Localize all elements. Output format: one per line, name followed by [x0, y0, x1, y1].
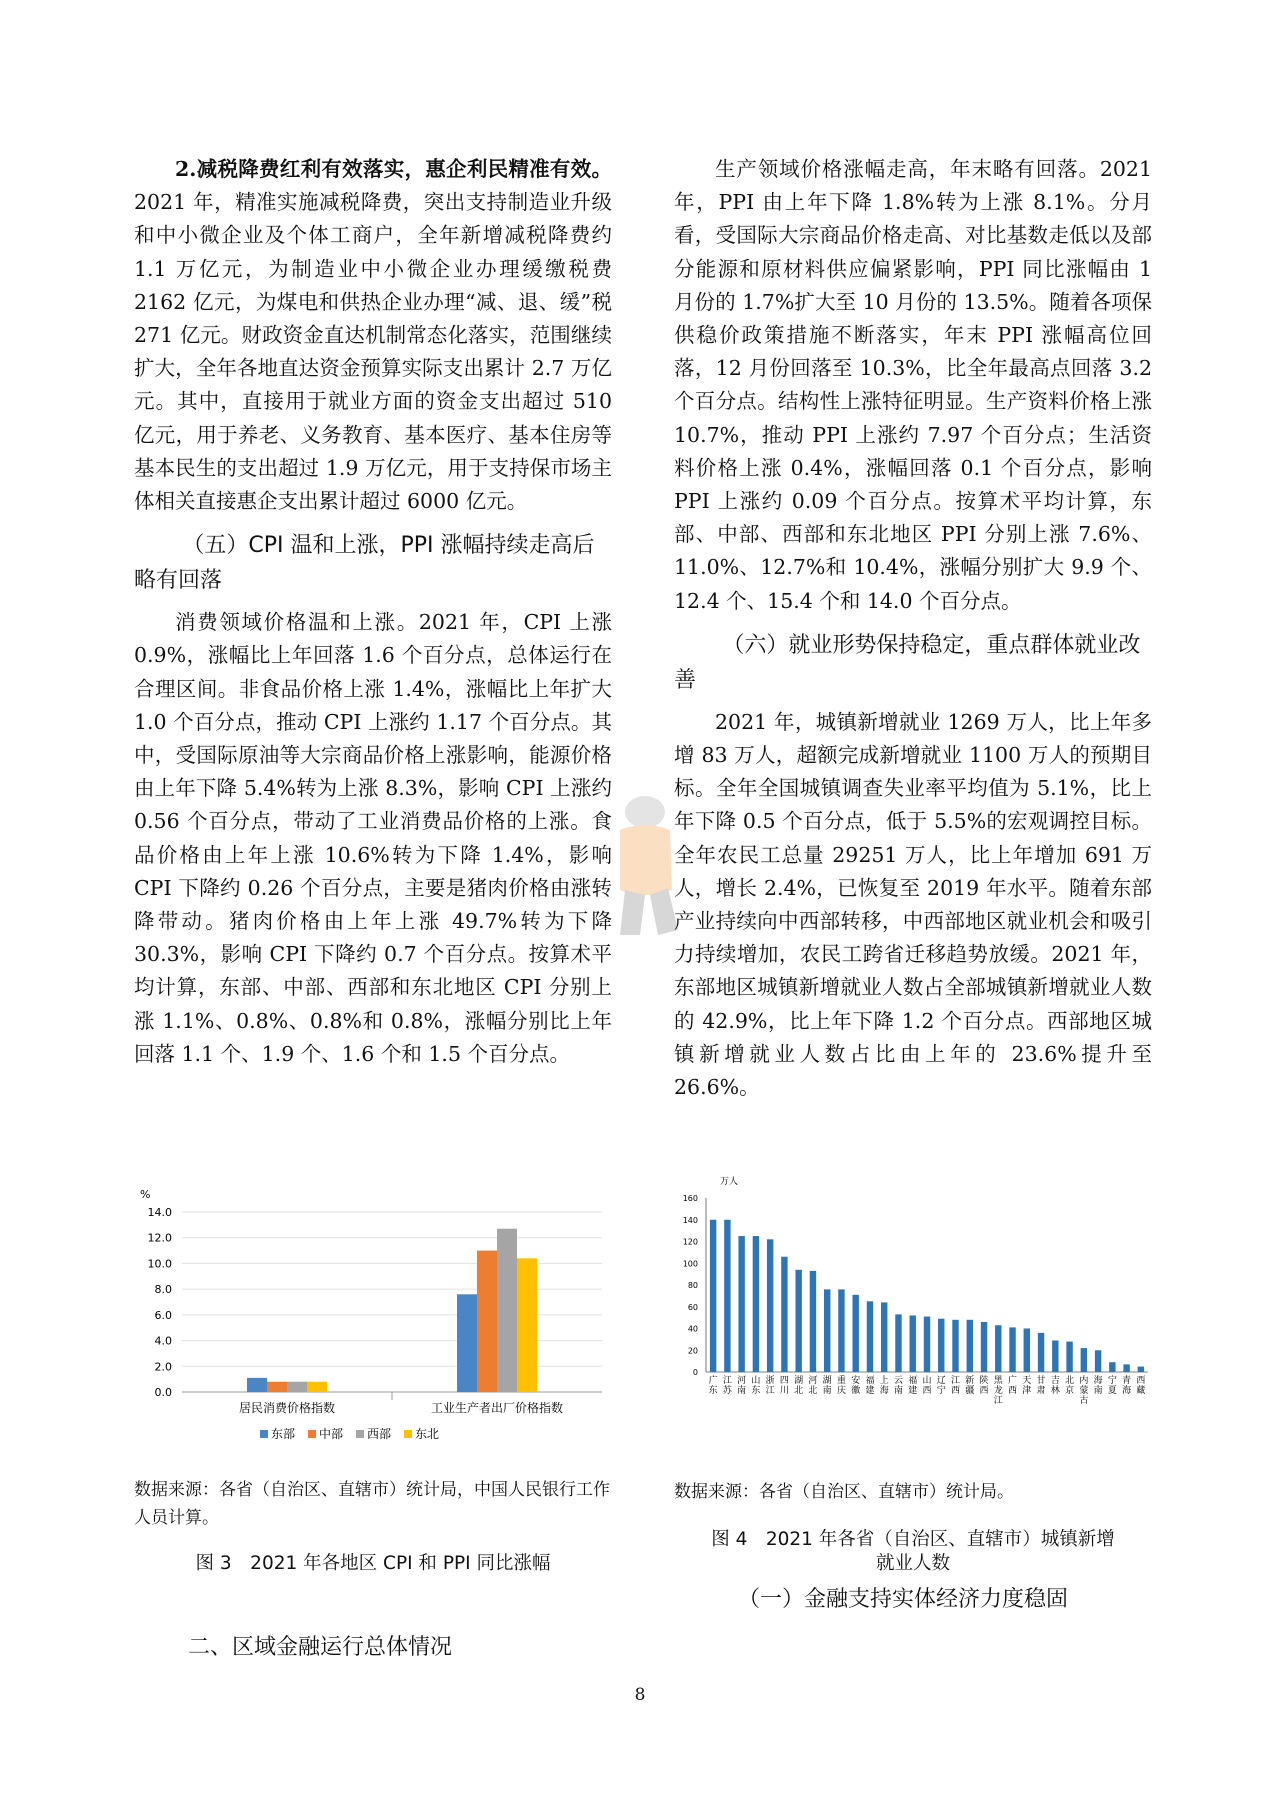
x-category-char: 西 — [1136, 1376, 1146, 1386]
x-category-char: 山 — [922, 1376, 932, 1386]
x-category-char: 陕 — [979, 1376, 989, 1386]
bar-province — [724, 1220, 730, 1372]
x-category-char: 夏 — [1107, 1386, 1117, 1396]
bar-province — [1109, 1362, 1115, 1372]
x-category-char: 江 — [722, 1376, 732, 1386]
paragraph-tax-cuts — [134, 153, 612, 518]
bar-中部 — [267, 1382, 287, 1392]
bar-province — [938, 1319, 944, 1372]
x-category-char: 林 — [1050, 1386, 1060, 1396]
x-category-char: 安 — [851, 1376, 861, 1386]
x-category-char: 广 — [708, 1376, 718, 1386]
y-tick-label: 20 — [687, 1346, 698, 1356]
bar-province — [810, 1271, 816, 1372]
x-category-char: 建 — [908, 1386, 918, 1396]
y-tick-label: 160 — [682, 1194, 698, 1203]
x-category-char: 福 — [865, 1376, 875, 1386]
legend-swatch-中部 — [308, 1430, 316, 1438]
bar-province — [838, 1289, 844, 1372]
x-category-char: 徽 — [851, 1386, 861, 1396]
y-tick-label: 140 — [682, 1215, 698, 1225]
bar-province — [753, 1236, 759, 1372]
x-category-char: 津 — [1022, 1386, 1032, 1396]
bar-province — [967, 1320, 973, 1372]
x-category-char: 山 — [751, 1376, 761, 1386]
x-category-char: 龙 — [993, 1386, 1003, 1396]
y-tick-label: 4.0 — [154, 1334, 172, 1348]
y-tick-label: 8.0 — [154, 1283, 172, 1297]
x-category-char: 北 — [808, 1386, 818, 1396]
bar-province — [910, 1315, 916, 1372]
bar-province — [952, 1320, 958, 1372]
y-axis-unit: % — [140, 1188, 151, 1201]
legend-label: 西部 — [367, 1427, 392, 1441]
figure-3-source: 数据来源：各省（自治区、直辖市）统计局，中国人民银行工作人员计算。 — [134, 1480, 610, 1528]
paragraph-employment: 2021 年，城镇新增就业 1269 万人，比上年多增 83 万人，超额完成新增就业 1100 万人的预期目标。全年全国城镇调查失业率平均值为 5.1%，比上年下降 0.5 个百分点，低于 5.5%的宏观调控目标。全年农民工总量 29251 万人，比上年增加 691 万人，增长 2.4%，已恢复至 2019 年水平。随着东部产业持续向中西部转移，中西部地区就业机会和吸引力持续增加，农民工跨省迁移趋势放缓。2021 年，东部地区城镇新增就业人数占全部城镇新增就业人数的 42.9%，比上年下降 1.2 个百分点。西部地区城镇新增就业人数占比由上年的 23.6%提升至 26.6%。 — [674, 709, 1152, 1100]
x-category-label: 工业生产者出厂价格指数 — [430, 1401, 564, 1415]
x-category-char: 西 — [979, 1386, 989, 1396]
bar-province — [767, 1239, 773, 1372]
x-category-char: 北 — [1065, 1376, 1075, 1386]
x-category-char: 浙 — [765, 1376, 775, 1386]
bar-province — [995, 1325, 1001, 1372]
x-category-char: 广 — [1008, 1376, 1018, 1386]
x-category-char: 天 — [1022, 1376, 1032, 1386]
bar-东部 — [457, 1294, 477, 1392]
bar-province — [1024, 1329, 1030, 1373]
y-tick-label: 10.0 — [147, 1257, 172, 1271]
bar-东部 — [247, 1378, 267, 1392]
legend-swatch-东部 — [260, 1430, 268, 1438]
bar-东北 — [307, 1382, 327, 1392]
y-tick-label: 0 — [692, 1368, 698, 1377]
figure-4-source: 数据来源：各省（自治区、直辖市）统计局。 — [674, 1482, 1014, 1502]
section-heading-cpi-ppi: （五）CPI 温和上涨，PPI 涨幅持续走高后略有回落 — [134, 533, 595, 594]
x-category-char: 南 — [893, 1386, 903, 1396]
bar-province — [1052, 1340, 1058, 1372]
x-category-char: 吉 — [1050, 1376, 1060, 1386]
x-category-char: 肃 — [1036, 1386, 1046, 1396]
x-category-char: 海 — [1122, 1386, 1132, 1396]
bar-province — [1081, 1348, 1087, 1372]
right-column — [674, 153, 1152, 1104]
x-category-char: 西 — [1008, 1386, 1018, 1396]
bar-province — [981, 1322, 987, 1372]
bar-province — [1009, 1327, 1015, 1372]
x-category-char: 海 — [1093, 1376, 1103, 1386]
bar-province — [853, 1295, 859, 1372]
bar-province — [881, 1302, 887, 1372]
x-category-char: 河 — [808, 1376, 818, 1386]
x-category-char: 南 — [737, 1386, 747, 1396]
bar-西部 — [497, 1229, 517, 1392]
y-tick-label: 40 — [687, 1324, 698, 1334]
bar-西部 — [287, 1382, 307, 1392]
x-category-char: 西 — [922, 1386, 932, 1396]
x-category-char: 西 — [951, 1386, 961, 1396]
figure-4-chart — [672, 1172, 1156, 1436]
paragraph-text: 2021 年，精准实施减税降费，突出支持制造业升级和中小微企业及个体工商户，全年新增减税降费约 1.1 万亿元，为制造业中小微企业办理缓缴税费 2162 亿元，为煤电和供热企业办理“减、退、缓”税 271 亿元。财政资金直达机制常态化落实，范围继续扩大，全年各地直达资金预算实际支出累计 2.7 万亿元。其中，直接用于就业方面的资金支出超过 510 亿元，用于养老、义务教育、基本医疗、基本住房等基本民生的支出超过 1.9 万亿元，用于支持保市场主体相关直接惠企支出累计超过 6000 亿元。 — [134, 190, 612, 514]
x-category-char: 蒙 — [1079, 1386, 1089, 1396]
x-category-char: 苏 — [722, 1386, 732, 1396]
figure-3-chart — [132, 1182, 612, 1476]
x-category-char: 青 — [1122, 1376, 1132, 1386]
x-category-char: 河 — [737, 1376, 747, 1386]
y-tick-label: 14.0 — [147, 1206, 172, 1219]
y-tick-label: 0.0 — [154, 1386, 172, 1399]
legend-label: 中部 — [319, 1427, 344, 1441]
bar-东北 — [517, 1258, 537, 1392]
x-category-char: 辽 — [936, 1376, 946, 1386]
bar-province — [924, 1317, 930, 1372]
x-category-char: 庆 — [836, 1386, 846, 1396]
left-column — [134, 153, 612, 1071]
x-category-char: 新 — [965, 1376, 975, 1386]
bar-province — [795, 1270, 801, 1372]
x-category-char: 宁 — [936, 1386, 946, 1396]
x-category-char: 南 — [1093, 1386, 1103, 1396]
x-category-char: 江 — [951, 1376, 961, 1386]
x-category-char: 上 — [879, 1376, 889, 1386]
paragraph-cpi: 消费领域价格温和上涨。2021 年，CPI 上涨 0.9%，涨幅比上年回落 1.6 个百分点，总体运行在合理区间。非食品价格上涨 1.4%，涨幅比上年扩大 1.0 个百分点，推动 CPI 上涨约 1.17 个百分点。其中，受国际原油等大宗商品价格上涨影响，能源价格由上年下降 5.4%转为上涨 8.3%，影响 CPI 上涨约 0.56 个百分点，带动了工业消费品价格的上涨。食品价格由上年上涨 10.6%转为下降 1.4%，影响 CPI 下降约 0.26 个百分点，主要是猪肉价格由涨转降带动。猪肉价格由上年上涨 49.7%转为下降 30.3%，影响 CPI 下降约 0.7 个百分点。按算术平均计算，东部、中部、西部和东北地区 CPI 分别上涨 1.1%、0.8%、0.8%和 0.8%，涨幅分别比上年回落 1.1 个、1.9 个、1.6 个和 1.5 个百分点。 — [134, 610, 612, 1066]
bar-province — [710, 1220, 716, 1372]
y-tick-label: 120 — [682, 1237, 698, 1247]
x-category-char: 重 — [836, 1376, 846, 1386]
y-tick-label: 80 — [687, 1281, 698, 1290]
y-axis-unit: 万人 — [720, 1177, 739, 1187]
bar-province — [1066, 1342, 1072, 1372]
x-category-char: 内 — [1079, 1376, 1089, 1386]
legend-label: 东部 — [271, 1427, 296, 1441]
x-category-char: 北 — [794, 1386, 804, 1396]
y-tick-label: 6.0 — [154, 1308, 172, 1322]
section-heading-employment: （六）就业形势保持稳定，重点群体就业改善 — [674, 632, 1141, 693]
x-category-char: 湖 — [794, 1376, 804, 1386]
x-category-char: 川 — [779, 1386, 789, 1396]
paragraph-ppi: 生产领域价格涨幅走高，年末略有回落。2021 年，PPI 由上年下降 1.8%转为上涨 8.1%。分月看，受国际大宗商品价格走高、对比基数走低以及部分能源和原材料供应偏紧影响，PPI 同比涨幅由 1 月份的 1.7%扩大至 10 月份的 13.5%。随着各项保供稳价政策措施不断落实，年末 PPI 涨幅高位回落，12 月份回落至 10.3%，比全年最高点回落 3.2 个百分点。结构性上涨特征明显。生产资料价格上涨 10.7%，推动 PPI 上涨约 7.97 个百分点；生活资料价格上涨 0.4%，涨幅回落 0.1 个百分点，影响 PPI 上涨约 0.09 个百分点。按算术平均计算，东部、中部、西部和东北地区 PPI 分别上涨 7.6%、11.0%、12.7%和 10.4%，涨幅分别扩大 9.9 个、12.4 个、15.4 个和 14.0 个百分点。 — [674, 157, 1152, 613]
x-category-char: 海 — [879, 1386, 889, 1396]
x-category-char: 湖 — [822, 1376, 832, 1386]
legend-swatch-东北 — [404, 1430, 412, 1438]
bar-province — [1123, 1364, 1129, 1372]
x-category-char: 甘 — [1036, 1376, 1046, 1386]
x-category-char: 福 — [908, 1376, 918, 1386]
bar-province — [781, 1257, 787, 1372]
x-category-char: 东 — [751, 1386, 761, 1396]
x-category-char: 宁 — [1107, 1376, 1117, 1386]
page-number: 8 — [634, 1685, 646, 1705]
bar-中部 — [477, 1251, 497, 1392]
x-category-char: 四 — [779, 1376, 789, 1386]
bar-province — [1038, 1333, 1044, 1372]
x-category-char: 黑 — [993, 1376, 1003, 1386]
bar-province — [895, 1314, 901, 1372]
subsection-heading-finance: （一）金融支持实体经济力度稳固 — [738, 1587, 1069, 1612]
x-category-char: 京 — [1065, 1386, 1075, 1396]
bar-province — [867, 1301, 873, 1372]
bar-province — [1138, 1367, 1144, 1372]
x-category-label: 居民消费价格指数 — [238, 1401, 336, 1415]
x-category-char: 藏 — [1136, 1386, 1146, 1396]
figure-4-caption-line1: 图 4 2021 年各省（自治区、直辖市）城镇新增 — [711, 1529, 1115, 1550]
x-category-char: 江 — [765, 1386, 775, 1396]
legend-swatch-西部 — [356, 1430, 364, 1438]
legend-label: 东北 — [415, 1427, 440, 1441]
paragraph-lead-bold: 2.减税降费红利有效落实，惠企利民精准有效。 — [175, 157, 612, 181]
bar-province — [824, 1289, 830, 1372]
x-category-char: 疆 — [965, 1386, 975, 1396]
x-category-char: 云 — [893, 1376, 903, 1386]
x-category-char: 建 — [865, 1386, 875, 1396]
x-category-char: 古 — [1079, 1396, 1089, 1406]
chapter-heading-2: 二、区域金融运行总体情况 — [188, 1635, 453, 1660]
y-tick-label: 60 — [687, 1302, 698, 1312]
bar-province — [1095, 1350, 1101, 1372]
y-tick-label: 2.0 — [154, 1360, 172, 1374]
x-category-char: 江 — [993, 1396, 1003, 1406]
figure-3-caption: 图 3 2021 年各地区 CPI 和 PPI 同比涨幅 — [195, 1553, 551, 1574]
y-tick-label: 12.0 — [147, 1231, 172, 1245]
x-category-char: 东 — [708, 1386, 718, 1396]
y-tick-label: 100 — [682, 1259, 698, 1269]
bar-province — [738, 1236, 744, 1372]
x-category-char: 南 — [822, 1386, 832, 1396]
figure-4-caption-line2: 就业人数 — [875, 1553, 950, 1574]
